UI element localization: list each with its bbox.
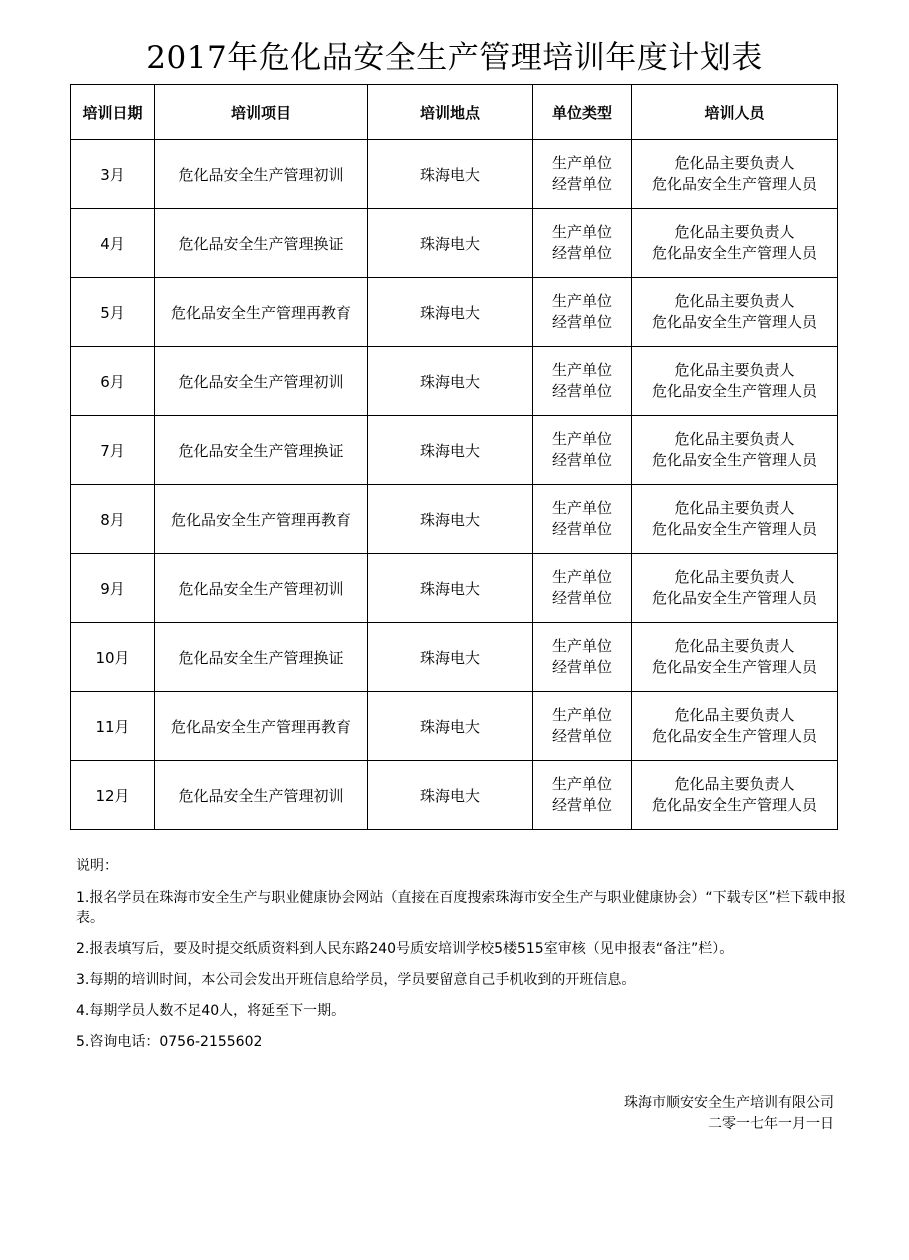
company-name: 珠海市顺安安全生产培训有限公司 (624, 1095, 834, 1111)
cell-date: 3月 (71, 140, 155, 209)
unit-type-line: 经营单位 (551, 796, 612, 814)
signature-block (624, 1093, 834, 1135)
unit-type-line: 生产单位 (551, 499, 612, 517)
cell-personnel (632, 623, 838, 692)
personnel-line: 危化品主要负责人 (674, 775, 795, 793)
cell-location: 珠海电大 (368, 692, 533, 761)
table-row (71, 692, 838, 761)
header-unit-type: 单位类型 (533, 85, 632, 140)
personnel-line: 危化品主要负责人 (674, 499, 795, 517)
personnel-line: 危化品主要负责人 (674, 430, 795, 448)
cell-unit-type (533, 554, 632, 623)
note-item: 5.咨询电话：0756-2155602 (76, 1034, 263, 1050)
personnel-line: 危化品安全生产管理人员 (651, 796, 817, 814)
note-item: 4.每期学员人数不足40人，将延至下一期。 (76, 1003, 346, 1019)
table-row (71, 347, 838, 416)
cell-unit-type (533, 485, 632, 554)
personnel-line: 危化品安全生产管理人员 (651, 520, 817, 538)
table-row (71, 278, 838, 347)
table-row (71, 623, 838, 692)
unit-type-line: 生产单位 (551, 637, 612, 655)
header-personnel: 培训人员 (632, 85, 838, 140)
cell-project: 危化品安全生产管理再教育 (155, 485, 368, 554)
unit-type-line: 生产单位 (551, 361, 612, 379)
table-row (71, 761, 838, 830)
cell-project: 危化品安全生产管理换证 (155, 416, 368, 485)
cell-date: 10月 (71, 623, 155, 692)
header-date: 培训日期 (71, 85, 155, 140)
table-row (71, 209, 838, 278)
table-header-row (71, 85, 838, 140)
unit-type-line: 生产单位 (551, 292, 612, 310)
note-item: 1.报名学员在珠海市安全生产与职业健康协会网站（直接在百度搜索珠海市安全生产与职业健康协会）“下载专区”栏下载申报表。 (76, 890, 846, 926)
personnel-line: 危化品安全生产管理人员 (651, 313, 817, 331)
unit-type-line: 经营单位 (551, 313, 612, 331)
personnel-line: 危化品主要负责人 (674, 568, 795, 586)
cell-project: 危化品安全生产管理换证 (155, 623, 368, 692)
notes-heading: 说明： (76, 858, 118, 874)
personnel-line: 危化品主要负责人 (674, 223, 795, 241)
unit-type-line: 经营单位 (551, 175, 612, 193)
personnel-line: 危化品安全生产管理人员 (651, 727, 817, 745)
header-project: 培训项目 (155, 85, 368, 140)
cell-personnel (632, 209, 838, 278)
cell-personnel (632, 416, 838, 485)
table-row (71, 140, 838, 209)
cell-unit-type (533, 278, 632, 347)
cell-personnel (632, 485, 838, 554)
cell-personnel (632, 761, 838, 830)
unit-type-line: 经营单位 (551, 658, 612, 676)
training-plan-table (70, 84, 838, 830)
cell-location: 珠海电大 (368, 761, 533, 830)
cell-location: 珠海电大 (368, 347, 533, 416)
cell-date: 4月 (71, 209, 155, 278)
cell-date: 11月 (71, 692, 155, 761)
cell-personnel (632, 347, 838, 416)
cell-project: 危化品安全生产管理再教育 (155, 278, 368, 347)
cell-unit-type (533, 416, 632, 485)
cell-unit-type (533, 623, 632, 692)
unit-type-line: 生产单位 (551, 706, 612, 724)
personnel-line: 危化品安全生产管理人员 (651, 244, 817, 262)
unit-type-line: 生产单位 (551, 154, 612, 172)
cell-date: 6月 (71, 347, 155, 416)
cell-date: 9月 (71, 554, 155, 623)
note-item: 3.每期的培训时间，本公司会发出开班信息给学员，学员要留意自己手机收到的开班信息。 (76, 972, 636, 988)
cell-date: 8月 (71, 485, 155, 554)
unit-type-line: 经营单位 (551, 244, 612, 262)
cell-unit-type (533, 209, 632, 278)
page-title: 2017年危化品安全生产管理培训年度计划表 (146, 40, 763, 76)
cell-location: 珠海电大 (368, 416, 533, 485)
cell-personnel (632, 554, 838, 623)
personnel-line: 危化品主要负责人 (674, 637, 795, 655)
cell-project: 危化品安全生产管理再教育 (155, 692, 368, 761)
cell-personnel (632, 692, 838, 761)
table-row (71, 554, 838, 623)
cell-project: 危化品安全生产管理初训 (155, 140, 368, 209)
personnel-line: 危化品主要负责人 (674, 154, 795, 172)
unit-type-line: 经营单位 (551, 451, 612, 469)
table-row (71, 416, 838, 485)
unit-type-line: 生产单位 (551, 430, 612, 448)
personnel-line: 危化品安全生产管理人员 (651, 451, 817, 469)
personnel-line: 危化品安全生产管理人员 (651, 589, 817, 607)
personnel-line: 危化品安全生产管理人员 (651, 175, 817, 193)
personnel-line: 危化品主要负责人 (674, 292, 795, 310)
cell-unit-type (533, 347, 632, 416)
cell-date: 7月 (71, 416, 155, 485)
cell-location: 珠海电大 (368, 485, 533, 554)
table-body (71, 140, 838, 830)
personnel-line: 危化品安全生产管理人员 (651, 658, 817, 676)
cell-project: 危化品安全生产管理初训 (155, 347, 368, 416)
unit-type-line: 生产单位 (551, 568, 612, 586)
personnel-line: 危化品主要负责人 (674, 361, 795, 379)
note-item: 2.报表填写后，要及时提交纸质资料到人民东路240号质安培训学校5楼515室审核（见申报表“备注”栏）。 (76, 941, 734, 957)
cell-personnel (632, 278, 838, 347)
header-location: 培训地点 (368, 85, 533, 140)
cell-date: 12月 (71, 761, 155, 830)
unit-type-line: 生产单位 (551, 223, 612, 241)
cell-date: 5月 (71, 278, 155, 347)
cell-personnel (632, 140, 838, 209)
cell-location: 珠海电大 (368, 278, 533, 347)
table-row (71, 485, 838, 554)
notes-section (76, 856, 846, 1063)
cell-location: 珠海电大 (368, 554, 533, 623)
cell-unit-type (533, 761, 632, 830)
unit-type-line: 生产单位 (551, 775, 612, 793)
cell-project: 危化品安全生产管理初训 (155, 761, 368, 830)
cell-project: 危化品安全生产管理初训 (155, 554, 368, 623)
personnel-line: 危化品安全生产管理人员 (651, 382, 817, 400)
cell-unit-type (533, 692, 632, 761)
unit-type-line: 经营单位 (551, 382, 612, 400)
cell-unit-type (533, 140, 632, 209)
unit-type-line: 经营单位 (551, 520, 612, 538)
personnel-line: 危化品主要负责人 (674, 706, 795, 724)
unit-type-line: 经营单位 (551, 589, 612, 607)
cell-location: 珠海电大 (368, 209, 533, 278)
cell-location: 珠海电大 (368, 623, 533, 692)
unit-type-line: 经营单位 (551, 727, 612, 745)
cell-project: 危化品安全生产管理换证 (155, 209, 368, 278)
issue-date: 二零一七年一月一日 (708, 1116, 834, 1132)
cell-location: 珠海电大 (368, 140, 533, 209)
